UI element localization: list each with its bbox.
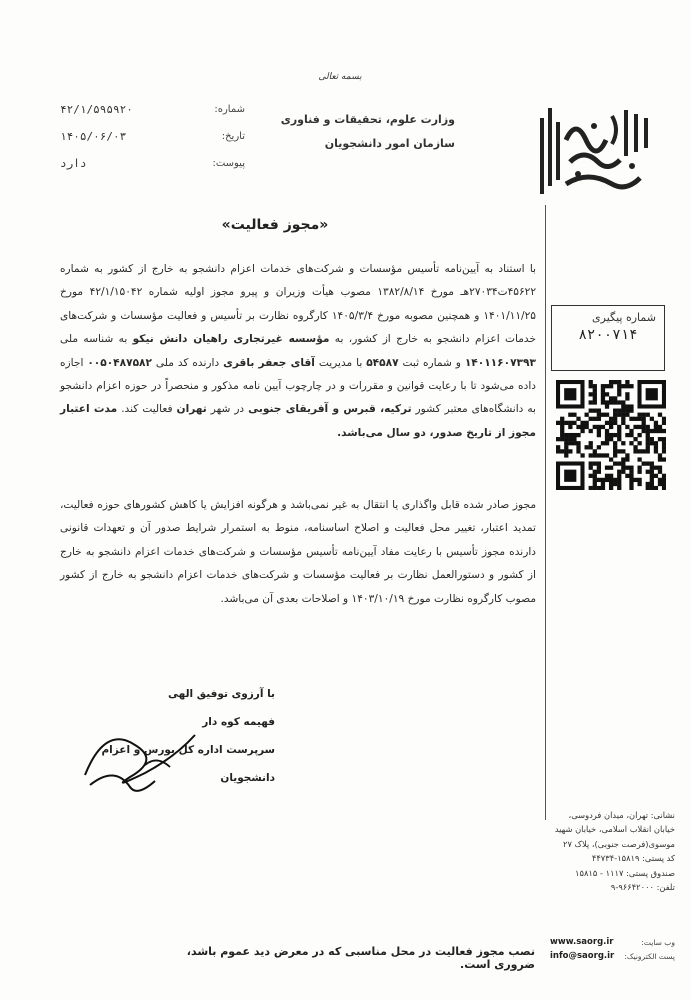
p1-text: اجازه داده می‌شود تا با رعایت قوانین و مقررات و در چارچوب آیین نامه مذکور و منحصراً در حوزه اعزام دانشجو به دانشگاه‌های معتبر کشور [60,356,536,416]
web-contact [550,935,675,963]
number-row [60,96,245,123]
attachment-label: پیوست: [212,158,245,169]
organization-header [245,108,455,156]
postal-code: کد پستی: ۱۵۸۱۹-۴۴۷۳۴ [591,853,675,864]
website-label: وب سایت: [641,937,675,947]
email-row [550,949,675,963]
city: تهران [176,403,207,416]
signature-icon [75,715,205,800]
paragraph-2: مجوز صادر شده قابل واگذاری یا انتقال به غیر نمی‌باشد و هرگونه افزایش یا کاهش کشورهای حوزه فعالیت، تمدید اعتبار، تغییر محل فعالیت و اصلاح اساسنامه، منوط به استمرار شرایط صدور آن و تعهدات قانونی دارنده مجوز تأسیس با رعایت مفاد آیین‌نامه تأسیس مؤسسات و شرکت‌های خدمات اعزام دانشجو به خارج از کشور و دستورالعمل نظارت بر فعالیت مؤسسات و شرکت‌های خدمات اعزام دانشجو به خارج از کشور مصوب کارگروه نظارت مورخ ۱۴۰۳/۱۰/۱۹ و اصلاحات بعدی آن می‌باشد. [60,499,536,605]
date-label: تاریخ: [221,131,245,142]
ministry-name: وزارت علوم، تحقیقات و فناوری [280,113,455,126]
date-value: ۱۴۰۵/۰۶/۰۳ [60,130,127,143]
qr-code [556,380,666,490]
validity-period: مدت اعتبار مجوز از تاریخ صدور، دو سال می‌باشد. [60,403,536,439]
closing-text: با آرزوی توفیق الهی [168,688,275,700]
tracking-box [551,305,665,371]
basmala: بسمه تعالی [318,72,362,82]
manager-name: آقای جعفر باقری [223,356,315,369]
p1-text: به شناسه ملی [60,333,128,346]
number-label: شماره: [214,104,245,115]
number-value: ۴۲/۱/۵۹۵۹۲۰ [60,103,133,116]
p1-text: با استناد به آیین‌نامه تأسیس مؤسسات و شرکت‌های خدمات اعزام دانشجو به خارج از کشور به شماره ۴۵۶۲۲ت۲۷۰۳۴هـ مورخ ۱۳۸۲/۸/۱۴ مصوب هیأت وزیران و پیرو مجوز اولیه شماره ۴۲/۱/۱۵۰۴۲ مورخ ۱۴۰۱/۱۱/۲۵ و همچنین مصوبه مورخ ۱۴۰۵/۳/۴ کارگروه نظارت بر تأسیس و فعالیت مؤسسات و شرکت‌های خدمات اعزام دانشجو به خارج از کشور، به [60,263,537,346]
margin-divider [545,205,546,820]
attachment-value: دارد [60,157,87,170]
calligraphy-logo-icon [536,100,656,200]
paragraph-1 [60,258,536,445]
address-line: موسوی(فرصت جنوبی)، پلاک ۲۷ [562,838,675,849]
institute-name: مؤسسه غیرتجاری راهیان دانش نیکو [132,333,330,346]
signatory-name: فهیمه کوه دار [202,716,275,728]
attachment-row [60,150,245,177]
letter-meta [60,96,245,177]
p1-text: و شماره ثبت [402,356,461,369]
website-link[interactable]: www.saorg.ir [550,937,614,947]
tracking-label: شماره پیگیری [592,311,656,324]
qr-code-icon [556,380,666,490]
date-row [60,123,245,150]
tracking-number: ۸۲۰۰۷۱۴ [578,327,638,343]
footer-note: نصب مجوز فعالیت در محل مناسبی که در معرض دید عموم باشد، ضروری است. [186,945,535,971]
address-line: نشانی: تهران، میدان فردوسی، [568,810,675,820]
contact-info [550,808,675,894]
p1-text: با مدیریت [318,356,363,369]
organization-name: سازمان امور دانشجویان [324,137,455,150]
handwritten-signature [75,715,205,800]
p1-text: در شهر [210,403,245,416]
countries: ترکیه، قبرس و آفریقای جنوبی [248,403,412,416]
document-title: «مجوز فعالیت» [221,217,329,233]
email-label: پست الکترونیک: [624,951,675,961]
registration-number: ۵۴۵۸۷ [366,356,399,369]
phone: تلفن: ۹۶۶۴۲۰۰۰-۹ [610,882,675,893]
po-box: صندوق پستی: ۱۱۱۷ - ۱۵۸۱۵ [575,867,675,878]
p1-text: فعالیت کند. [121,403,173,416]
manager-national-code: ۰۰۵۰۴۸۷۵۸۲ [87,356,152,369]
organization-logo [536,100,656,200]
signatory-position: سرپرست اداره کل بورس و اعزام دانشجویان [101,744,275,784]
address-line: خیابان انقلاب اسلامی، خیابان شهید [554,824,675,835]
p1-text: دارنده کد ملی [155,356,220,369]
website-row [550,935,675,949]
email-link[interactable]: info@saorg.ir [550,951,615,961]
national-id: ۱۴۰۱۱۶۰۷۳۹۳ [464,356,536,369]
